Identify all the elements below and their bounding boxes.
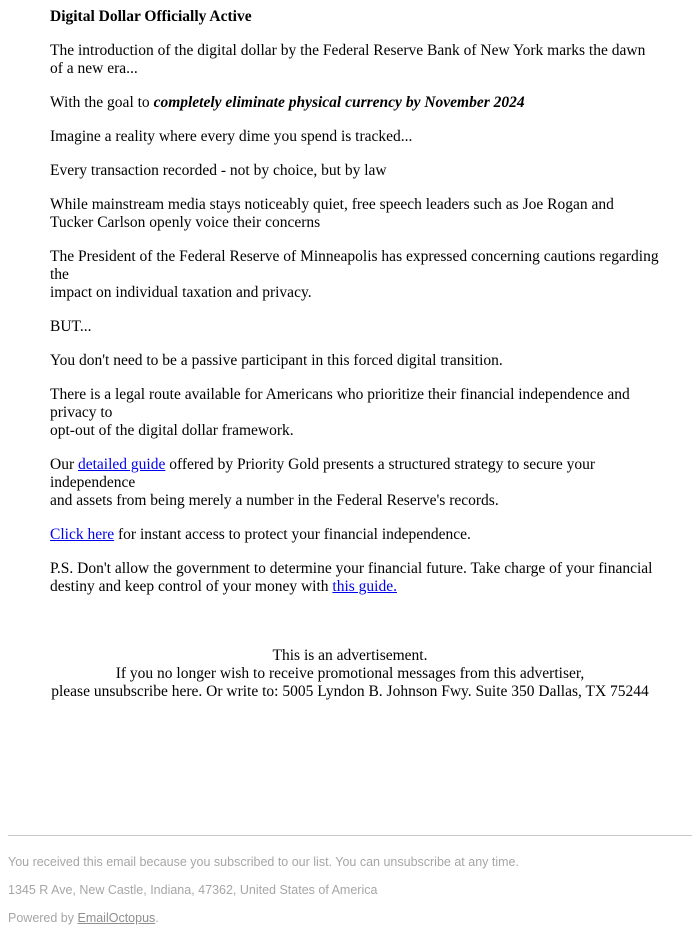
paragraph-ps <box>50 560 660 596</box>
click-here-suffix: for instant access to protect your financial independence. <box>114 526 471 543</box>
click-here-link[interactable]: Click here <box>50 526 115 543</box>
ad-line1: This is an advertisement. <box>272 647 428 664</box>
subscription-notice: You received this email because you subscribed to our list. You can unsubscribe at any time. <box>8 855 519 869</box>
sender-address: 1345 R Ave, New Castle, Indiana, 47362, United States of America <box>8 883 378 897</box>
paragraph-legal-route <box>50 386 660 440</box>
legal-route-line2: opt-out of the digital dollar framework. <box>50 422 294 439</box>
this-guide-link[interactable]: this guide. <box>332 578 397 595</box>
powered-prefix: Powered by <box>8 911 78 925</box>
emailoctopus-link[interactable]: EmailOctopus <box>77 911 156 925</box>
guide-line2: and assets from being merely a number in the Federal Reserve's records. <box>50 492 499 509</box>
fed-president-line1: The President of the Federal Reserve of Minneapolis has expressed concerning cautions regarding the <box>50 248 659 283</box>
paragraph-recorded: Every transaction recorded - not by choice, but by law <box>50 162 387 179</box>
guide-suffix: offered by Priority Gold presents a structured strategy to secure your independence <box>50 456 596 491</box>
ad-line3: please unsubscribe here. Or write to: 5005 Lyndon B. Johnson Fwy. Suite 350 Dallas, TX 75244 <box>51 683 649 700</box>
paragraph-but: BUT... <box>50 318 92 335</box>
powered-suffix: . <box>155 911 159 925</box>
ps-text: P.S. Don't allow the government to determine your financial future. Take charge of your financial destiny and keep control of your money with <box>50 560 653 595</box>
paragraph-media: While mainstream media stays noticeably quiet, free speech leaders such as Joe Rogan and Tucker Carlson openly voice their concerns <box>50 196 614 231</box>
paragraph-passive: You don't need to be a passive participant in this forced digital transition. <box>50 352 503 369</box>
paragraph-guide <box>50 456 660 510</box>
paragraph-goal <box>50 94 660 112</box>
email-footer <box>8 855 692 939</box>
advertisement-notice <box>50 647 650 701</box>
email-content <box>50 8 660 612</box>
powered-by <box>8 911 692 926</box>
goal-prefix: With the goal to <box>50 94 154 111</box>
ad-line2: If you no longer wish to receive promotional messages from this advertiser, <box>115 665 585 682</box>
paragraph-click-here <box>50 526 660 544</box>
goal-emphasis: completely eliminate physical currency by November 2024 <box>153 94 525 111</box>
paragraph-fed-president <box>50 248 660 302</box>
paragraph-intro: The introduction of the digital dollar by the Federal Reserve Bank of New York marks the dawn of a new era... <box>50 42 646 77</box>
fed-president-line2: impact on individual taxation and privacy. <box>50 284 312 301</box>
paragraph-tracked: Imagine a reality where every dime you spend is tracked... <box>50 128 413 145</box>
footer-divider <box>8 835 692 836</box>
detailed-guide-link[interactable]: detailed guide <box>77 456 166 473</box>
guide-prefix: Our <box>50 456 78 473</box>
legal-route-line1: There is a legal route available for Americans who prioritize their financial independence and privacy to <box>50 386 630 421</box>
email-title: Digital Dollar Officially Active <box>50 8 252 25</box>
